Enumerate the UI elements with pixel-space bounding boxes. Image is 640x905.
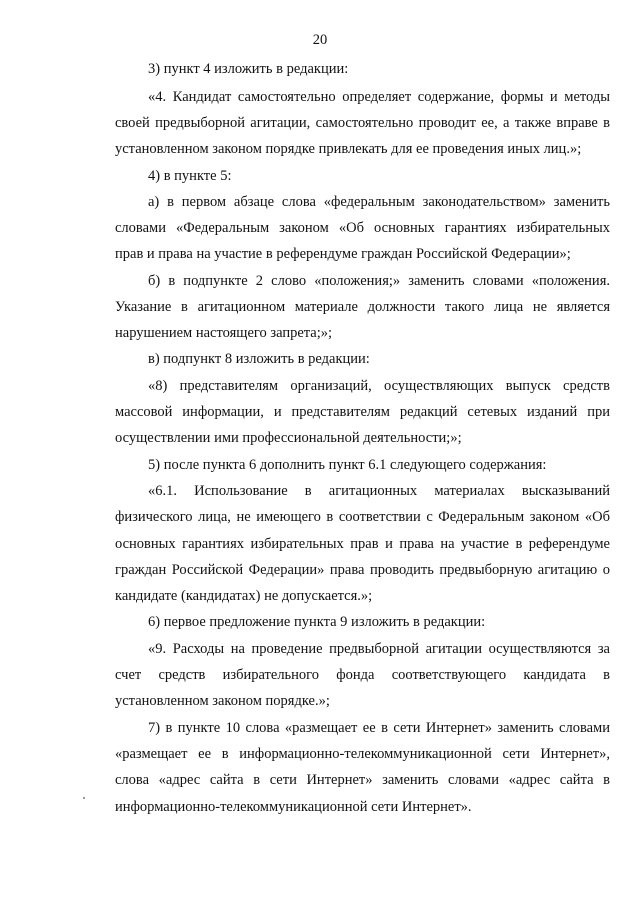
text-line: нарушением настоящего запрета;»; (115, 325, 333, 341)
text-line: массовой информации, и представителям редакций сетевых изданий при (115, 404, 610, 420)
text-line: своей предвыборной агитации, самостоятельно проводит ее, а также вправе в (115, 115, 610, 131)
text-line: граждан Российской Федерации» права проводить предвыборную агитацию о (115, 562, 610, 578)
text-line: кандидате (кандидатах) не допускается.»; (115, 588, 373, 604)
scan-speck (83, 797, 85, 799)
text-line: 7) в пункте 10 слова «размещает ее в сети Интернет» заменить словами (148, 720, 610, 736)
text-line: информационно-телекоммуникационной сети Интернет». (115, 799, 472, 815)
text-line: «размещает ее в информационно-телекоммуникационной сети Интернет», (115, 746, 610, 762)
text-line: Указание в агитационном материале должности такого лица не является (115, 299, 610, 315)
text-line: установленном законом порядке.»; (115, 693, 330, 709)
text-line: основных гарантиях избирательных прав и права на участие в референдуме (115, 536, 610, 552)
text-line: «8) представителям организаций, осуществляющих выпуск средств (148, 378, 610, 394)
text-line: «9. Расходы на проведение предвыборной агитации осуществляются за (148, 641, 610, 657)
text-line: слова «адрес сайта в сети Интернет» заменить словами «адрес сайта в (115, 772, 610, 788)
text-line: б) в подпункте 2 слово «положения;» заменить словами «положения. (148, 273, 610, 289)
text-line: 5) после пункта 6 дополнить пункт 6.1 следующего содержания: (148, 457, 547, 473)
text-line: в) подпункт 8 изложить в редакции: (148, 351, 370, 367)
text-line: а) в первом абзаце слова «федеральным законодательством» заменить (148, 194, 610, 210)
text-line: 3) пункт 4 изложить в редакции: (148, 61, 349, 77)
text-line: счет средств избирательного фонда соответствующего кандидата в (115, 667, 610, 683)
text-line: установленном законом порядке привлекать для ее проведения иных лиц.»; (115, 141, 582, 157)
text-line: «6.1. Использование в агитационных материалах высказываний (148, 483, 610, 499)
text-line: осуществлении ими профессиональной деятельности;»; (115, 430, 462, 446)
text-line: 4) в пункте 5: (148, 168, 232, 184)
text-line: «4. Кандидат самостоятельно определяет содержание, формы и методы (148, 89, 610, 105)
text-line: 6) первое предложение пункта 9 изложить в редакции: (148, 614, 486, 630)
text-line: прав и права на участие в референдуме граждан Российской Федерации»; (115, 246, 571, 262)
page-number: 20 (312, 32, 328, 48)
text-line: физического лица, не имеющего в соответствии с Федеральным законом «Об (115, 509, 610, 525)
text-line: словами «Федеральным законом «Об основных гарантиях избирательных (115, 220, 610, 236)
